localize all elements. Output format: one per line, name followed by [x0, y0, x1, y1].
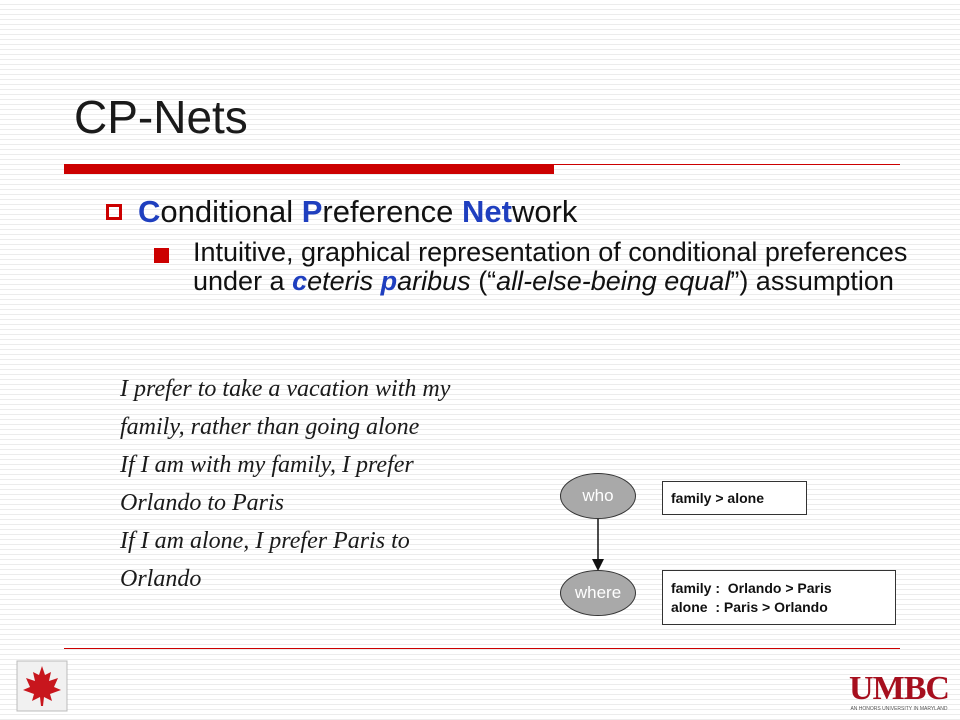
sub-highlight-p: p	[380, 266, 398, 297]
bullet-letter-c: C	[138, 194, 161, 229]
cpt-where-row-alone: alone : Paris > Orlando	[671, 599, 828, 615]
node-where: where	[560, 570, 636, 616]
umbc-logo	[849, 672, 949, 712]
sub-text-part-1: Intuitive, graphical representation of conditional preferences under a	[193, 237, 908, 297]
bullet-letters-net: Net	[462, 194, 512, 229]
cpt-where	[662, 570, 896, 625]
example-line: If I am alone, I prefer Paris to	[120, 528, 410, 554]
example-line: Orlando	[120, 566, 202, 592]
bullet-text-work: work	[511, 194, 578, 229]
example-line: Orlando to Paris	[120, 490, 285, 516]
node-who: who	[560, 473, 636, 519]
cpt-who-row: family > alone	[671, 490, 764, 506]
umbc-wordmark: UMBC	[849, 670, 949, 707]
example-line: If I am with my family, I prefer	[120, 452, 414, 478]
sub-italic-eteris: eteris	[307, 266, 381, 297]
cpt-where-row-family: family : Orlando > Paris	[671, 580, 832, 596]
footer-rule	[64, 648, 900, 649]
sub-text-open-quote: (“	[470, 266, 497, 297]
sub-highlight-c: c	[292, 266, 308, 297]
sub-italic-aribus: aribus	[397, 266, 471, 297]
bullet-text-onditional: onditional	[160, 194, 302, 229]
umbc-tagline: AN HONORS UNIVERSITY IN MARYLAND	[850, 706, 948, 712]
cpt-who	[662, 481, 807, 515]
example-line: I prefer to take a vacation with my	[120, 376, 451, 402]
sub-text-assumption: ”) assumption	[730, 266, 894, 297]
sub-italic-all-else: all-else-being equal	[496, 266, 731, 297]
maple-leaf-logo-icon	[16, 660, 68, 712]
bullet-text-reference: reference	[322, 194, 462, 229]
example-line: family, rather than going alone	[120, 414, 420, 440]
slide-title: CP-Nets	[74, 91, 248, 143]
bullet-letter-p: P	[301, 194, 323, 229]
